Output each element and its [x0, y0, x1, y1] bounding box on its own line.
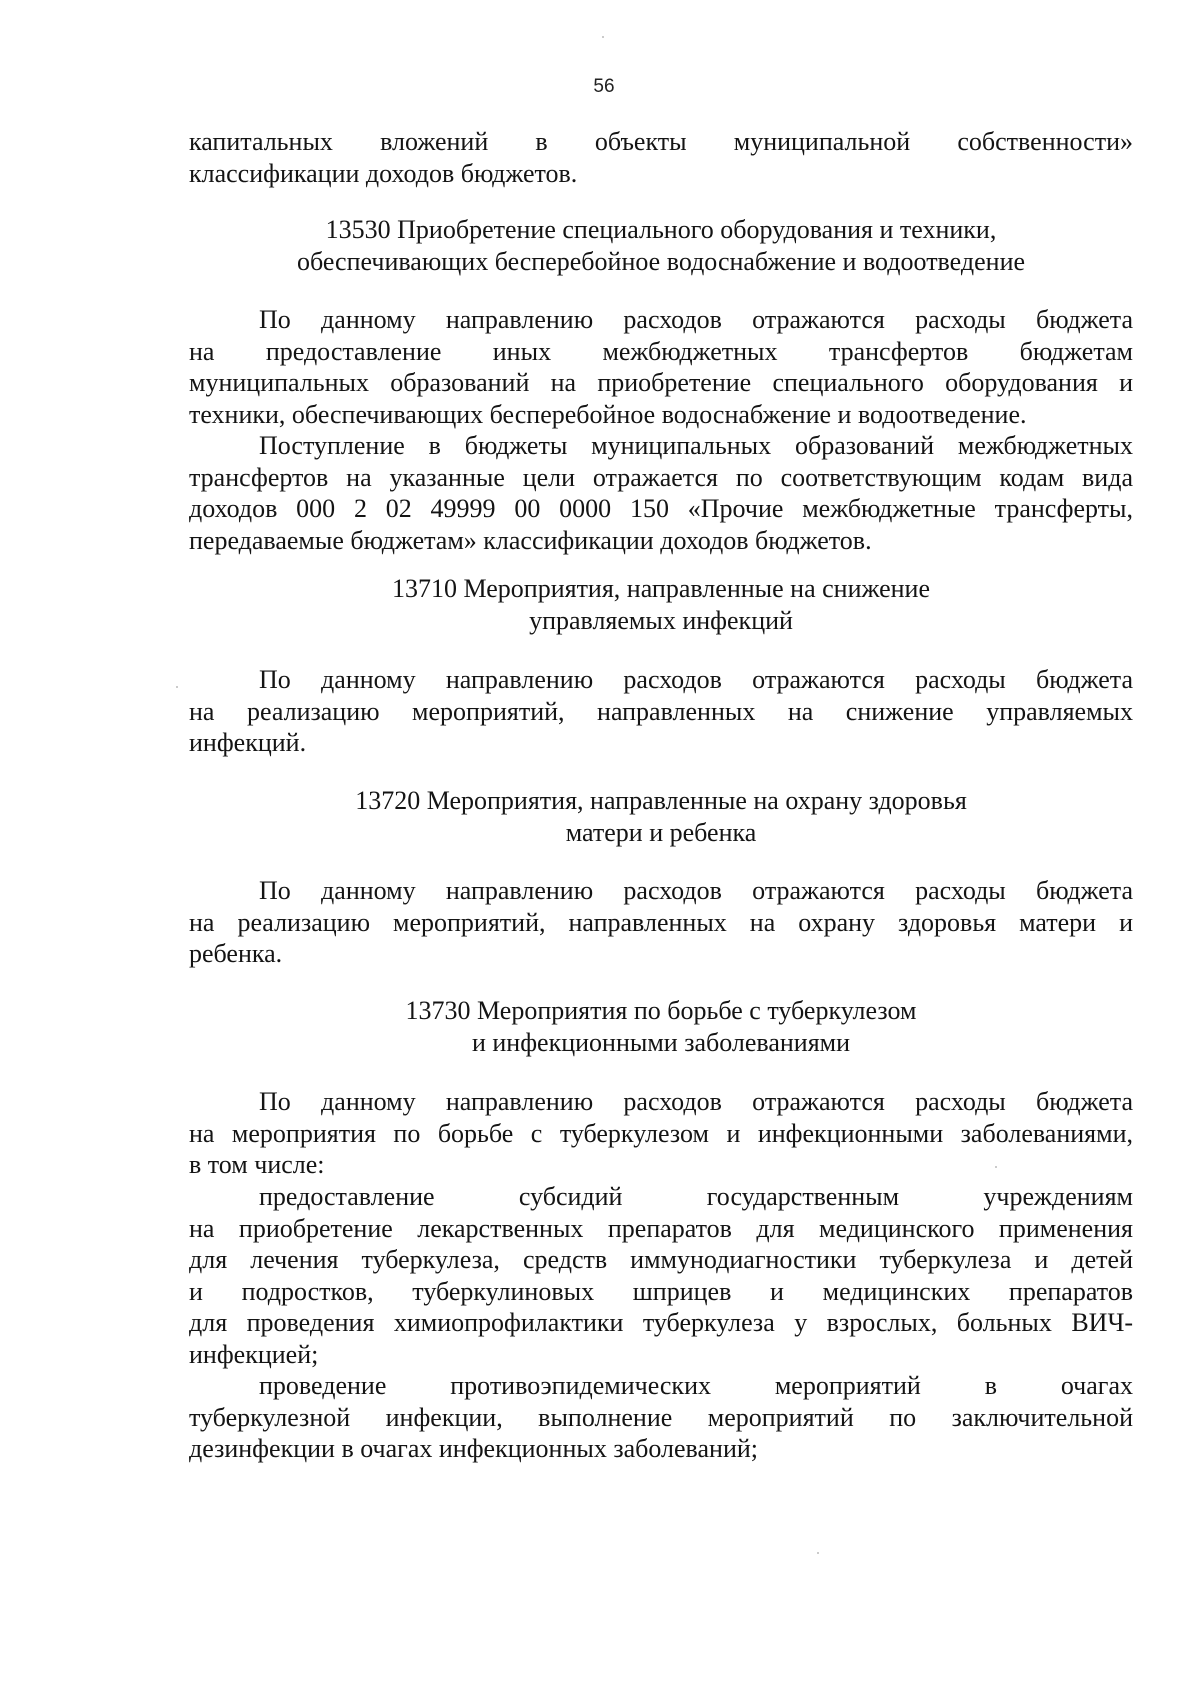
heading-line: 13710 Мероприятия, направленные на снижение	[391, 574, 931, 603]
text-line: Поступление в бюджеты муниципальных образований межбюджетных	[259, 431, 1133, 460]
scan-speck	[602, 36, 604, 38]
paragraph	[189, 664, 1133, 759]
text-line: По данному направлению расходов отражаются расходы бюджета	[259, 305, 1133, 334]
text-line: туберкулезной инфекции, выполнение мероприятий по заключительной	[189, 1402, 1133, 1432]
text-line: передаваемые бюджетам» классификации доходов бюджетов.	[189, 525, 872, 555]
paragraph	[189, 1086, 1133, 1181]
page-number: 56	[593, 76, 615, 97]
heading-line: 13530 Приобретение специального оборудования и техники,	[325, 215, 997, 244]
heading-line: 13720 Мероприятия, направленные на охрану здоровья	[355, 786, 967, 815]
paragraph	[189, 1181, 1133, 1370]
text-line: муниципальных образований на приобретение специального оборудования и	[189, 368, 1133, 397]
intro-paragraph	[189, 126, 1133, 189]
heading-line: матери и ребенка	[565, 817, 757, 847]
text-line: инфекций.	[189, 728, 307, 757]
text-line: на предоставление иных межбюджетных трансфертов бюджетам	[189, 336, 1133, 366]
text-line: ребенка.	[189, 939, 283, 968]
text-line: доходов 000 2 02 49999 00 0000 150 «Прочие межбюджетные трансферты,	[189, 494, 1133, 523]
scan-speck	[176, 686, 178, 688]
heading-line: обеспечивающих бесперебойное водоснабжение и водоотведение	[296, 246, 1026, 276]
text-line: предоставление субсидий государственным учреждениям	[259, 1182, 1133, 1211]
text-line: для проведения химиопрофилактики туберкулеза у взрослых, больных ВИЧ-	[189, 1308, 1133, 1337]
heading-line: и инфекционными заболеваниями	[471, 1027, 851, 1057]
text-line: классификации доходов бюджетов.	[189, 158, 578, 188]
heading-line: 13730 Мероприятия по борьбе с туберкулезом	[405, 996, 917, 1025]
text-line: По данному направлению расходов отражаются расходы бюджета	[259, 665, 1133, 694]
paragraph	[189, 304, 1133, 430]
text-line: на реализацию мероприятий, направленных на снижение управляемых	[189, 696, 1133, 726]
paragraph	[189, 1370, 1133, 1465]
text-line: и подростков, туберкулиновых шприцев и медицинских препаратов	[189, 1276, 1133, 1306]
section-heading-13730	[189, 995, 1133, 1058]
text-line: дезинфекции в очагах инфекционных заболеваний;	[189, 1434, 758, 1463]
text-line: для лечения туберкулеза, средств иммунодиагностики туберкулеза и детей	[189, 1245, 1133, 1274]
text-line: техники, обеспечивающих бесперебойное водоснабжение и водоотведение.	[189, 399, 1027, 429]
text-line: проведение противоэпидемических мероприятий в очагах	[259, 1371, 1133, 1400]
section-heading-13710	[189, 573, 1133, 636]
section-heading-13530	[189, 214, 1133, 277]
paragraph	[189, 875, 1133, 970]
text-line: на реализацию мероприятий, направленных на охрану здоровья матери и	[189, 907, 1133, 937]
text-line: капитальных вложений в объекты муниципальной собственности»	[189, 127, 1133, 156]
text-line: По данному направлению расходов отражаются расходы бюджета	[259, 1087, 1133, 1116]
text-line: на приобретение лекарственных препаратов для медицинского применения	[189, 1213, 1133, 1243]
text-line: По данному направлению расходов отражаются расходы бюджета	[259, 876, 1133, 905]
heading-line: управляемых инфекций	[529, 605, 793, 635]
text-line: в том числе:	[189, 1150, 325, 1179]
text-line: инфекцией;	[189, 1339, 319, 1369]
paragraph	[189, 430, 1133, 556]
text-line: на мероприятия по борьбе с туберкулезом и инфекционными заболеваниями,	[189, 1118, 1133, 1148]
section-heading-13720	[189, 785, 1133, 848]
scan-speck	[817, 1552, 819, 1554]
text-line: трансфертов на указанные цели отражается по соответствующим кодам вида	[189, 462, 1133, 492]
scan-speck	[995, 1166, 997, 1168]
